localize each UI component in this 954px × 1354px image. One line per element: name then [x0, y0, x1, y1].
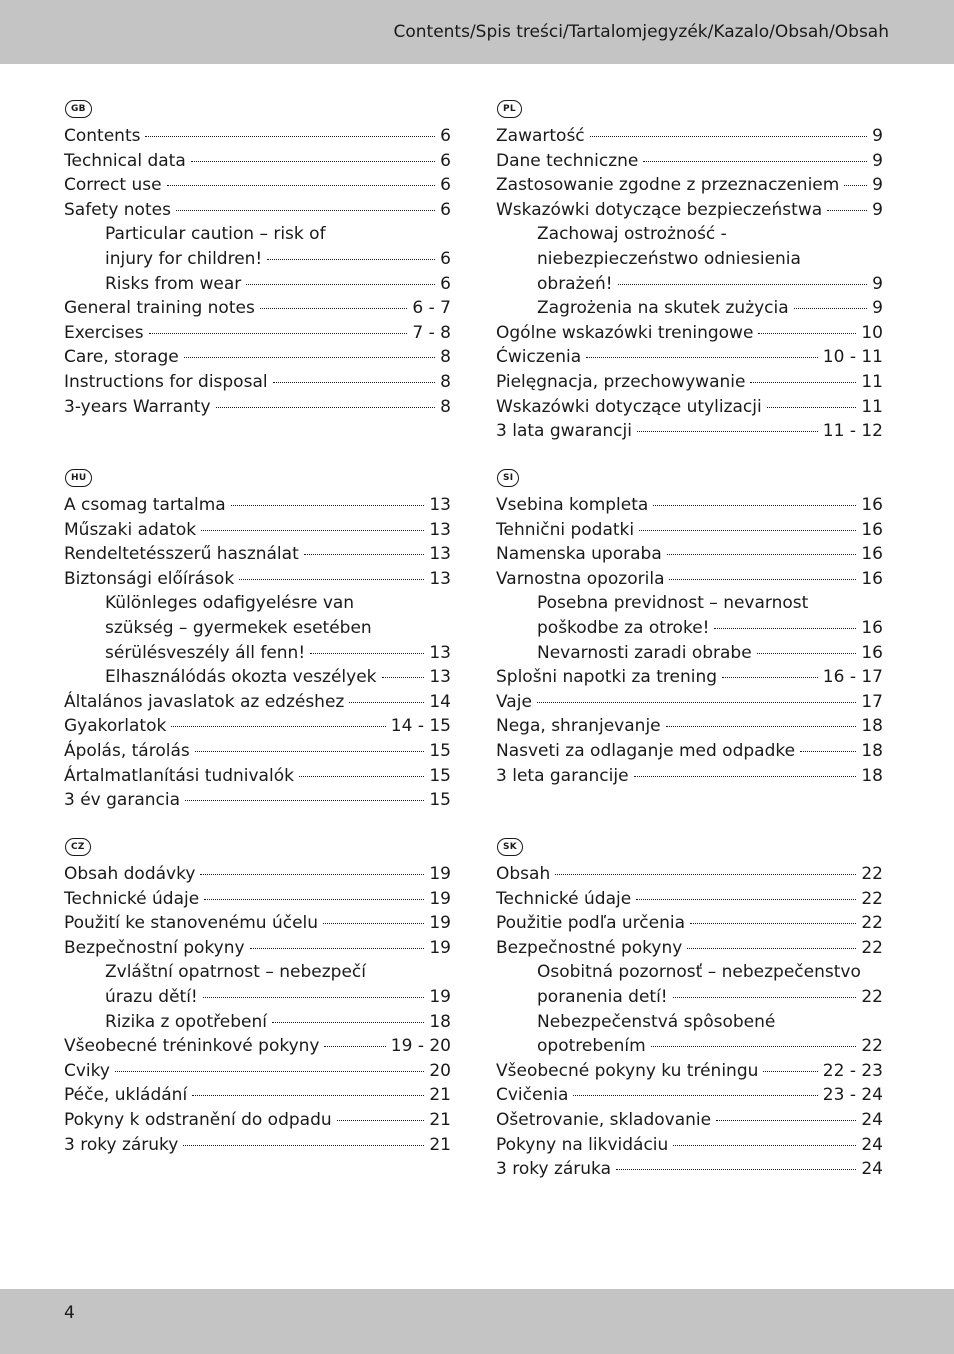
dot-leader	[666, 726, 857, 727]
page-number: 4	[64, 1303, 75, 1323]
language-badge: GB	[65, 100, 92, 118]
toc-entry[interactable]	[64, 1010, 451, 1035]
dot-leader	[185, 800, 424, 801]
dot-leader	[537, 702, 856, 703]
toc-entry-page: 13	[429, 568, 451, 589]
toc-section-sk	[496, 834, 883, 1182]
toc-entry-label: General training notes	[64, 298, 255, 319]
toc-entry-label: Pielęgnacja, przechowywanie	[496, 371, 746, 392]
toc-entry-page: 24	[861, 1159, 883, 1180]
toc-entry[interactable]	[496, 518, 883, 543]
toc-entry-label: Bezpečnostní pokyny	[64, 937, 245, 958]
dot-leader	[171, 726, 385, 727]
toc-entry-page: 8	[440, 347, 451, 368]
toc-entry-label: niebezpieczeństwo odniesienia	[537, 248, 801, 269]
toc-entry-label: Ćwiczenia	[496, 347, 582, 368]
toc-entry-page: 21	[429, 1109, 451, 1130]
toc-entry[interactable]	[64, 321, 451, 346]
dot-leader	[260, 308, 408, 309]
toc-entry-page: 24	[861, 1109, 883, 1130]
toc-entry-label: Nebezpečenstvá spôsobené	[537, 1011, 776, 1032]
toc-entry-label: Technické údaje	[64, 888, 200, 909]
dot-leader	[203, 997, 425, 998]
toc-entry-label: Pokyny k odstranění do odpadu	[64, 1109, 332, 1130]
dot-leader	[750, 382, 856, 383]
toc-entry-label: Care, storage	[64, 347, 179, 368]
toc-entry-page: 9	[872, 150, 883, 171]
dot-leader	[216, 407, 436, 408]
toc-entry-page: 24	[861, 1134, 883, 1155]
toc-entry[interactable]	[496, 985, 883, 1010]
toc-entry-page: 6 - 7	[412, 298, 451, 319]
toc-entry[interactable]	[496, 641, 883, 666]
toc-entry-page: 19	[429, 913, 451, 934]
toc-entry[interactable]	[64, 149, 451, 174]
toc-entry[interactable]	[496, 272, 883, 297]
toc-entry[interactable]	[496, 714, 883, 739]
dot-leader	[687, 948, 856, 949]
toc-entry-label: Vaje	[496, 691, 532, 712]
toc-entry[interactable]	[496, 1108, 883, 1133]
dot-leader	[634, 776, 857, 777]
toc-entry-label: Osobitná pozornosť – nebezpečenstvo	[537, 962, 861, 983]
toc-entry-page: 13	[429, 495, 451, 515]
dot-leader	[246, 284, 435, 285]
dot-leader	[586, 357, 818, 358]
toc-entry-page: 7 - 8	[412, 322, 451, 343]
toc-entry-page: 6	[440, 199, 451, 220]
toc-entry-label: Tehnični podatki	[496, 519, 635, 540]
toc-entry-page: 6	[440, 150, 451, 171]
toc-entry-label: Varnostna opozorila	[496, 568, 665, 589]
toc-entry-page: 16	[861, 495, 883, 515]
toc-entry-label: Všeobecné tréninkové pokyny	[64, 1036, 320, 1057]
toc-entry-page: 8	[440, 396, 451, 417]
toc-entry[interactable]	[64, 173, 451, 198]
toc-entry[interactable]	[496, 296, 883, 321]
dot-leader	[201, 530, 424, 531]
dot-leader	[653, 505, 856, 506]
toc-entry-page: 6	[440, 248, 451, 269]
dot-leader	[667, 554, 857, 555]
toc-entry-label: Zawartość	[496, 126, 585, 146]
toc-section-cz	[64, 834, 451, 1157]
toc-entry-label: Zachowaj ostrożność -	[537, 224, 727, 245]
toc-entry[interactable]	[496, 690, 883, 715]
toc-entry-page: 22	[861, 986, 883, 1007]
toc-entry-label: Rizika z opotřebení	[105, 1011, 267, 1032]
toc-entry-page: 16 - 17	[822, 667, 883, 688]
dot-leader	[183, 1145, 424, 1146]
toc-entry-label: Cviky	[64, 1060, 110, 1081]
toc-entry-page: 19 - 20	[390, 1036, 451, 1057]
toc-entry-page: 6	[440, 175, 451, 196]
toc-entry-page: 9	[872, 175, 883, 196]
toc-entry-label: Nega, shranjevanje	[496, 716, 661, 737]
toc-entry[interactable]	[64, 542, 451, 567]
toc-entry-page: 19	[429, 864, 451, 884]
toc-entry-label: Exercises	[64, 322, 144, 343]
toc-entry-label: Ošetrovanie, skladovanie	[496, 1109, 712, 1130]
toc-entry-label: opotrebením	[537, 1036, 646, 1057]
toc-entry-label: Ogólne wskazówki treningowe	[496, 322, 754, 343]
toc-entry[interactable]	[64, 985, 451, 1010]
toc-entry-label: Splošni napotki za trening	[496, 667, 718, 688]
toc-entry-label: Wskazówki dotyczące bezpieczeństwa	[496, 199, 823, 220]
toc-entry-page: 10	[861, 322, 883, 343]
dot-leader	[272, 1022, 424, 1023]
toc-entry-page: 22	[861, 937, 883, 958]
toc-entry[interactable]	[496, 247, 883, 272]
dot-leader	[204, 899, 424, 900]
toc-entry-label: Műszaki adatok	[64, 519, 197, 540]
toc-entry[interactable]	[496, 321, 883, 346]
dot-leader	[273, 382, 436, 383]
toc-entry-label: 3 év garancia	[64, 790, 181, 811]
toc-entry-page: 15	[429, 790, 451, 811]
toc-entry-label: 3 leta garancije	[496, 765, 629, 786]
toc-entry[interactable]	[64, 887, 451, 912]
dot-leader	[844, 185, 867, 186]
dot-leader	[714, 628, 856, 629]
dot-leader	[636, 899, 856, 900]
dot-leader	[239, 579, 424, 580]
toc-entry[interactable]	[496, 419, 883, 444]
toc-entry[interactable]	[64, 641, 451, 666]
toc-entry-page: 19	[429, 986, 451, 1007]
toc-entry-page: 20	[429, 1060, 451, 1081]
toc-entry-label: obrażeń!	[537, 273, 613, 294]
toc-entry[interactable]	[496, 345, 883, 370]
toc-entry-page: 22	[861, 913, 883, 934]
dot-leader	[310, 653, 424, 654]
toc-entry-label: Pokyny na likvidáciu	[496, 1134, 669, 1155]
toc-entry-label: Všeobecné pokyny ku tréningu	[496, 1060, 759, 1081]
toc-entry[interactable]	[496, 1083, 883, 1108]
dot-leader	[349, 702, 424, 703]
toc-entry[interactable]	[496, 542, 883, 567]
toc-entry-label: Použitie podľa určenia	[496, 913, 686, 934]
toc-entry-page: 10 - 11	[822, 347, 883, 368]
toc-entry[interactable]	[64, 714, 451, 739]
language-badge: SK	[497, 838, 523, 856]
toc-entry[interactable]	[496, 370, 883, 395]
toc-entry-page: 22	[861, 1036, 883, 1057]
toc-entry-label: Vsebina kompleta	[496, 495, 649, 515]
toc-entry-page: 19	[429, 888, 451, 909]
toc-entry-label: Technical data	[64, 150, 186, 171]
language-badge: PL	[497, 100, 522, 118]
toc-entry-label: Nevarnosti zaradi obrabe	[537, 642, 752, 663]
dot-leader	[149, 333, 408, 334]
toc-entry[interactable]	[496, 665, 883, 690]
toc-entry[interactable]	[496, 764, 883, 789]
dot-leader	[299, 776, 424, 777]
toc-entry-page: 19	[429, 937, 451, 958]
toc-entry-label: Dane techniczne	[496, 150, 639, 171]
toc-entry-label: Bezpečnostné pokyny	[496, 937, 683, 958]
toc-entry-label: Particular caution – risk of	[105, 224, 326, 245]
toc-entry[interactable]	[64, 518, 451, 543]
dot-leader	[191, 161, 435, 162]
dot-leader	[673, 997, 857, 998]
toc-entry-page: 14 - 15	[390, 716, 451, 737]
toc-entry-label: Nasveti za odlaganje med odpadke	[496, 740, 796, 761]
toc-entry[interactable]	[496, 1034, 883, 1059]
toc-entry[interactable]	[496, 739, 883, 764]
toc-entry-label: Posebna previdnost – nevarnost	[537, 593, 809, 614]
dot-leader	[618, 284, 868, 285]
toc-entry-label: A csomag tartalma	[64, 495, 226, 515]
toc-entry[interactable]	[64, 1133, 451, 1158]
toc-entry-label: Instructions for disposal	[64, 371, 268, 392]
dot-leader	[250, 948, 425, 949]
toc-entry-page: 11	[861, 371, 883, 392]
toc-entry-label: úrazu dětí!	[105, 986, 198, 1007]
toc-entry-page: 18	[429, 1011, 451, 1032]
dot-leader	[184, 357, 435, 358]
dot-leader	[555, 874, 856, 875]
dot-leader	[651, 1046, 857, 1047]
toc-entry[interactable]	[64, 764, 451, 789]
dot-leader	[637, 431, 818, 432]
toc-section-si	[496, 465, 883, 788]
toc-entry-label: sérülésveszély áll fenn!	[105, 642, 306, 663]
dot-leader	[145, 136, 435, 137]
toc-entry[interactable]	[496, 911, 883, 936]
toc-entry-page: 18	[861, 740, 883, 761]
toc-entry-page: 22	[861, 864, 883, 884]
dot-leader	[115, 1071, 424, 1072]
dot-leader	[767, 407, 857, 408]
toc-entry[interactable]	[64, 370, 451, 395]
toc-entry-page: 15	[429, 765, 451, 786]
toc-entry-label: Risks from wear	[105, 273, 242, 294]
toc-entry-page: 9	[872, 126, 883, 146]
dot-leader	[794, 308, 868, 309]
toc-entry[interactable]	[64, 124, 451, 149]
toc-section-pl	[496, 96, 883, 444]
toc-entry-label: Zagrożenia na skutek zużycia	[537, 298, 789, 319]
toc-entry-page: 22 - 23	[822, 1060, 883, 1081]
toc-entry[interactable]	[496, 591, 883, 616]
dot-leader	[195, 751, 425, 752]
dot-leader	[231, 505, 425, 506]
toc-entry-label: Technické údaje	[496, 888, 632, 909]
dot-leader	[590, 136, 868, 137]
toc-entry-label: Általános javaslatok az edzéshez	[64, 691, 345, 712]
toc-entry[interactable]	[496, 395, 883, 420]
toc-entry-page: 6	[440, 126, 451, 146]
toc-entry[interactable]	[496, 1010, 883, 1035]
toc-entry-page: 15	[429, 740, 451, 761]
toc-entry-label: Péče, ukládání	[64, 1085, 188, 1106]
toc-entry[interactable]	[496, 222, 883, 247]
toc-entry[interactable]	[64, 198, 451, 223]
page-header-title: Contents/Spis treści/Tartalomjegyzék/Kazalo/Obsah/Obsah	[393, 22, 889, 42]
toc-entry-label: 3 roky záruky	[64, 1134, 179, 1155]
dot-leader	[267, 259, 435, 260]
dot-leader	[573, 1095, 817, 1096]
toc-entry[interactable]	[496, 936, 883, 961]
dot-leader	[616, 1169, 856, 1170]
toc-entry[interactable]	[64, 567, 451, 592]
toc-entry[interactable]	[496, 149, 883, 174]
dot-leader	[176, 210, 435, 211]
toc-entry[interactable]	[64, 1059, 451, 1084]
toc-entry[interactable]	[64, 739, 451, 764]
toc-entry-page: 9	[872, 199, 883, 220]
toc-entry[interactable]	[64, 911, 451, 936]
dot-leader	[639, 530, 856, 531]
toc-entry[interactable]	[64, 690, 451, 715]
toc-entry-page: 14	[429, 691, 451, 712]
dot-leader	[690, 923, 856, 924]
toc-entry[interactable]	[496, 173, 883, 198]
toc-entry-page: 6	[440, 273, 451, 294]
toc-entry[interactable]	[64, 247, 451, 272]
toc-entry[interactable]	[64, 616, 451, 641]
toc-entry[interactable]	[496, 124, 883, 149]
toc-entry-label: Ártalmatlanítási tudnivalók	[64, 765, 294, 786]
dot-leader	[324, 1046, 385, 1047]
toc-entry-page: 18	[861, 716, 883, 737]
footer-bar	[0, 1289, 954, 1354]
toc-entry-page: 16	[861, 568, 883, 589]
toc-entry-page: 16	[861, 519, 883, 540]
toc-section-gb	[64, 96, 451, 419]
language-badge: HU	[65, 469, 92, 487]
toc-entry-label: Safety notes	[64, 199, 171, 220]
toc-entry-page: 16	[861, 544, 883, 565]
toc-entry[interactable]	[64, 936, 451, 961]
toc-entry-label: szükség – gyermekek esetében	[105, 617, 372, 638]
toc-entry-page: 11 - 12	[822, 421, 883, 442]
toc-entry[interactable]	[496, 1133, 883, 1158]
toc-entry-label: injury for children!	[105, 248, 263, 269]
toc-entry[interactable]	[496, 567, 883, 592]
dot-leader	[304, 554, 425, 555]
dot-leader	[673, 1145, 856, 1146]
toc-entry-label: Contents	[64, 126, 141, 146]
toc-entry[interactable]	[496, 960, 883, 985]
toc-entry-page: 17	[861, 691, 883, 712]
toc-entry[interactable]	[64, 1034, 451, 1059]
toc-entry[interactable]	[64, 1108, 451, 1133]
toc-entry-label: Obsah	[496, 864, 551, 884]
dot-leader	[763, 1071, 817, 1072]
toc-entry[interactable]	[64, 296, 451, 321]
dot-leader	[323, 923, 424, 924]
toc-entry-label: Ápolás, tárolás	[64, 740, 190, 761]
toc-entry-label: Correct use	[64, 175, 162, 196]
toc-entry-page: 13	[429, 544, 451, 565]
toc-entry-page: 16	[861, 617, 883, 638]
toc-entry-label: Obsah dodávky	[64, 864, 196, 884]
toc-entry-page: 9	[872, 273, 883, 294]
dot-leader	[337, 1120, 425, 1121]
dot-leader	[669, 579, 856, 580]
toc-entry-page: 8	[440, 371, 451, 392]
toc-entry-page: 13	[429, 667, 451, 688]
toc-entry-page: 22	[861, 888, 883, 909]
dot-leader	[192, 1095, 424, 1096]
language-badge: SI	[497, 469, 519, 487]
language-badge: CZ	[65, 838, 91, 856]
toc-entry-page: 9	[872, 298, 883, 319]
toc-entry[interactable]	[496, 887, 883, 912]
toc-entry[interactable]	[64, 960, 451, 985]
toc-entry[interactable]	[64, 345, 451, 370]
toc-section-hu	[64, 465, 451, 813]
toc-entry-label: Különleges odafigyelésre van	[105, 593, 355, 614]
toc-entry[interactable]	[496, 198, 883, 223]
toc-entry[interactable]	[64, 665, 451, 690]
toc-entry-label: Gyakorlatok	[64, 716, 167, 737]
toc-entry[interactable]	[496, 1157, 883, 1182]
toc-entry-page: 21	[429, 1085, 451, 1106]
dot-leader	[167, 185, 436, 186]
toc-entry-label: 3 roky záruka	[496, 1159, 612, 1180]
toc-entry-label: Wskazówki dotyczące utylizacji	[496, 396, 762, 417]
toc-entry[interactable]	[64, 222, 451, 247]
toc-entry-label: poškodbe za otroke!	[537, 617, 710, 638]
toc-entry-label: Biztonsági előírások	[64, 568, 235, 589]
toc-entry-page: 23 - 24	[822, 1085, 883, 1106]
dot-leader	[200, 874, 424, 875]
toc-entry-label: Použití ke stanovenému účelu	[64, 913, 319, 934]
toc-entry[interactable]	[496, 616, 883, 641]
dot-leader	[827, 210, 867, 211]
toc-entry[interactable]	[64, 493, 451, 518]
toc-entry-label: 3 lata gwarancji	[496, 421, 632, 442]
toc-entry-label: 3-years Warranty	[64, 396, 211, 417]
toc-entry-label: Elhasználódás okozta veszélyek	[105, 667, 377, 688]
toc-entry-label: Zvláštní opatrnost – nebezpečí	[105, 962, 366, 983]
toc-entry[interactable]	[64, 788, 451, 813]
toc-entry-page: 13	[429, 519, 451, 540]
dot-leader	[643, 161, 867, 162]
toc-entry-label: poranenia detí!	[537, 986, 668, 1007]
toc-entry-label: Zastosowanie zgodne z przeznaczeniem	[496, 175, 840, 196]
toc-entry[interactable]	[64, 272, 451, 297]
dot-leader	[716, 1120, 856, 1121]
toc-entry[interactable]	[64, 591, 451, 616]
toc-entry-label: Namenska uporaba	[496, 544, 662, 565]
dot-leader	[757, 653, 857, 654]
toc-entry-label: Cvičenia	[496, 1085, 569, 1106]
toc-entry-page: 13	[429, 642, 451, 663]
dot-leader	[382, 677, 425, 678]
toc-entry[interactable]	[64, 1083, 451, 1108]
toc-entry[interactable]	[496, 493, 883, 518]
toc-entry-page: 11	[861, 396, 883, 417]
toc-entry[interactable]	[64, 395, 451, 420]
dot-leader	[722, 677, 818, 678]
toc-entry[interactable]	[64, 862, 451, 887]
toc-entry-label: Rendeltetésszerű használat	[64, 544, 299, 565]
dot-leader	[800, 751, 856, 752]
dot-leader	[758, 333, 856, 334]
toc-entry-page: 16	[861, 642, 883, 663]
toc-entry-page: 18	[861, 765, 883, 786]
toc-entry[interactable]	[496, 862, 883, 887]
toc-entry[interactable]	[496, 1059, 883, 1084]
toc-entry-page: 21	[429, 1134, 451, 1155]
